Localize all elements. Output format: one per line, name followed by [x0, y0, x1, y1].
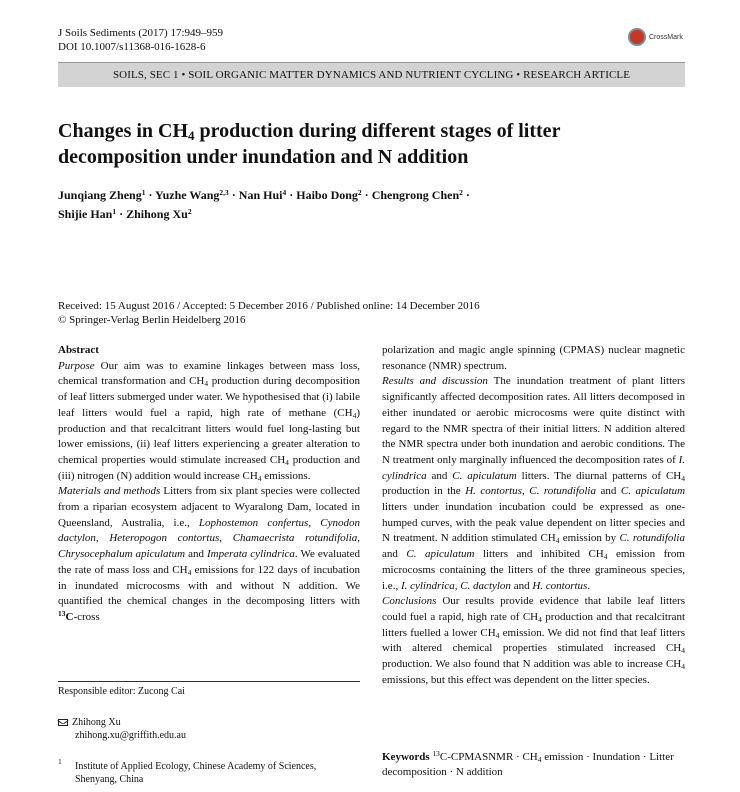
publication-dates: Received: 15 August 2016 / Accepted: 5 December 2016 / Published online: 14 December 2016: [58, 300, 480, 312]
title-sub: 4: [188, 128, 195, 143]
journal-citation: J Soils Sediments (2017) 17:949–959: [58, 27, 224, 39]
abstract-purpose: Purpose Our aim was to examine linkages between mass loss, chemical transformation and $CH_4$ production during decomposition of leaf litters submerged under water. We hypothesised that (i) labile leaf litters would fuel a rapid, high rate of methane $(CH_4)$ production and that recalcitrant litters would fuel long-lasting but lower emissions, (ii) leaf litters experiencing a greater alteration to chemical properties would stimulate increased $CH_4$ production and (iii) nitrogen (N) addition would increase $CH_4$ emissions.: [58, 359, 360, 483]
dates: [58, 299, 480, 327]
abstract-conclusions: Conclusions Our results provide evidence that labile leaf litters could fuel a rapid, high rate of $CH_4$ production and that recalcitrant litters fuelled a lower $CH_4$ emission. We did not find that leaf litters with altered chemical properties stimulated increased $CH_4$ production. We also found that N addition was able to increase $CH_4$ emissions, but this effect was dependent on the litter species.: [382, 595, 686, 686]
crossmark-label: CrossMark: [649, 33, 683, 41]
results-label: Results and discussion: [382, 375, 488, 388]
abstract-heading: Abstract: [58, 344, 99, 356]
title-line2: decomposition under inundation and N addition: [58, 146, 469, 168]
title-part: Changes in CH: [58, 120, 189, 142]
author[interactable]: Shijie Han$^1$: [58, 207, 117, 221]
keywords: Keywords $^{13}$C-CPMASNMR · $CH_4$ emission · Inundation · Litter decomposition · N addition: [382, 749, 674, 778]
article-title: [58, 118, 698, 170]
section-bar: SOILS, SEC 1 • SOIL ORGANIC MATTER DYNAMICS AND NUTRIENT CYCLING • RESEARCH ARTICLE: [58, 62, 685, 87]
author[interactable]: Zhihong Xu$^2$: [126, 207, 192, 221]
crossmark-icon: [628, 28, 646, 46]
abstract-methods-cont: polarization and magic angle spinning (CPMAS) nuclear magnetic resonance (NMR) spectrum.: [382, 344, 685, 372]
affiliation-text: Institute of Applied Ecology, Chinese Academy of Sciences, Shenyang, China: [75, 761, 317, 785]
doi: DOI 10.1007/s11368-016-1628-6: [58, 41, 206, 53]
author[interactable]: Junqiang Zheng$^1$: [58, 188, 146, 202]
envelope-icon: [58, 719, 68, 726]
email-link[interactable]: zhihong.xu@griffith.edu.au: [75, 730, 186, 741]
abstract-results: Results and discussion The inundation treatment of plant litters significantly affected decomposition rates. All litters decomposed in either inundated or aerobic microcosms were quite distinct with regard to the NMR spectra of their initial litters. N addition altered the NMR spectra under both inundation and aerobic conditions. The N treatment only marginally influenced the decomposition rates of I. cylindrica and C. apiculatum litters. The diurnal patterns of $CH_4$ production in the H. contortus, C. rotundifolia and C. apiculatum litters under inundation incubation could be expressed as one-humped curves, with the peak value dependent on litter species and N treatment. N addition stimulated $CH_4$ emission by C. rotundifolia and C. apiculatum litters and inhibited $CH_4$ emission from microcosms containing the litters of the three gramineous species, i.e., I. cylindrica, C. dactylon and H. contortus.: [382, 375, 686, 592]
abstract-left-column: [58, 343, 360, 626]
copyright: © Springer-Verlag Berlin Heidelberg 2016: [58, 314, 246, 326]
crossmark-badge[interactable]: [628, 28, 683, 46]
purpose-label: Purpose: [58, 359, 95, 372]
responsible-editor: Responsible editor: Zucong Cai: [58, 686, 185, 697]
affiliation-number: 1: [58, 757, 62, 766]
corresponding-name: Zhihong Xu: [72, 717, 121, 728]
conclusions-label: Conclusions: [382, 595, 437, 608]
footnote-divider: [58, 681, 360, 682]
author-list: Junqiang Zheng$^1$ · Yuzhe Wang$^{2,3}$ · Nan Hui$^4$ · Haibo Dong$^2$ · Chengrong Chen$^2$ · Shijie Han$^1$ · Zhihong Xu$^2$: [58, 188, 470, 221]
author[interactable]: Chengrong Chen$^2$: [371, 188, 463, 202]
methods-label: Materials and methods: [58, 485, 161, 498]
author[interactable]: Haibo Dong$^2$: [296, 188, 362, 202]
author[interactable]: Yuzhe Wang$^{2,3}$: [155, 188, 229, 202]
abstract-right-column: [382, 343, 685, 688]
corresponding-author: [58, 716, 121, 729]
abstract-methods: Materials and methods Litters from six plant species were collected from a riparian ecosystem adjacent to Wyaralong Dam, located in Queensland, Australia, i.e., Lophostemon confertus, Cynodon dactylon, Heteropogon contortus, Chamaecrista rotundifolia, Chrysocephalum apiculatum and Imperata cylindrica. We evaluated the rate of mass loss and $CH_4$ emissions for 122 days of incubation in inundated microcosms with and without N addition. We quantified the chemical changes in the decomposing litters with $^{13}$C-cross: [58, 485, 361, 623]
title-part: production during different stages of litter: [194, 120, 561, 142]
author[interactable]: Nan Hui$^4$: [238, 188, 287, 202]
keywords-label: Keywords: [382, 751, 430, 763]
